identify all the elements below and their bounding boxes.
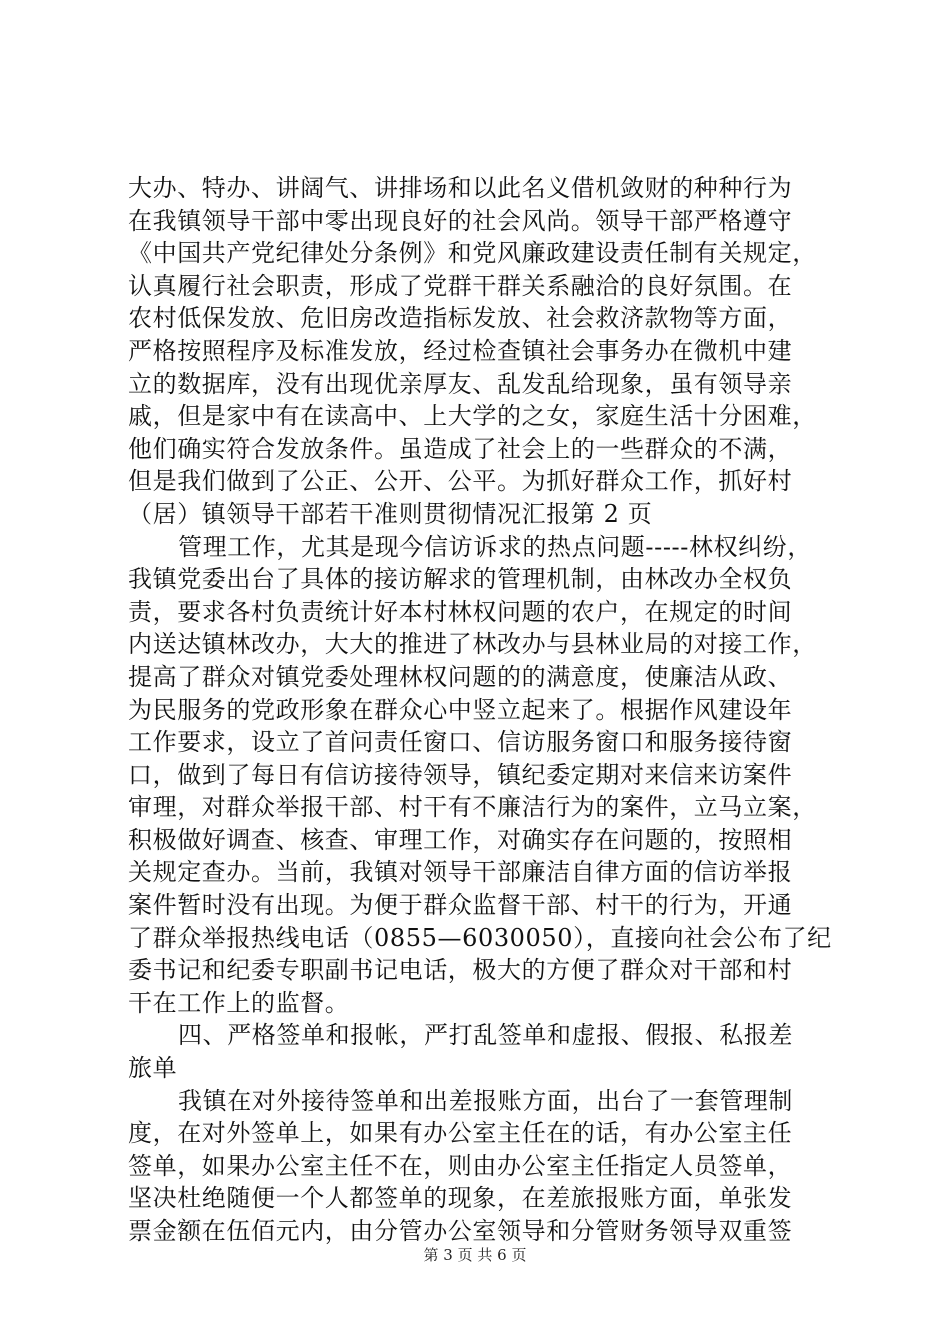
section-heading-line: 旅单	[128, 1054, 178, 1083]
paragraph-start-line: 管理工作，尤其是现今信访诉求的热点问题-----林权纠纷，	[178, 532, 812, 561]
text-line: 大办、特办、讲阔气、讲排场和以此名义借机敛财的种种行为	[128, 174, 793, 202]
text-line: 认真履行社会职责，形成了党群干群关系融洽的良好氛围。在	[128, 271, 793, 300]
text-line: 为民服务的党政形象在群众心中竖立起来了。根据作风建设年	[128, 695, 793, 724]
text-line: 我镇党委出台了具体的接访解求的管理机制，由林改办全权负	[128, 565, 793, 594]
text-line: 戚，但是家中有在读高中、上大学的之女，家庭生活十分困难，	[128, 402, 817, 431]
text-line: 关规定查办。当前，我镇对领导干部廉洁自律方面的信访举报	[128, 858, 793, 887]
page-footer: 第 3 页 共 6 页	[423, 1246, 527, 1264]
text-line: 内送达镇林改办，大大的推进了林改办与县林业局的对接工作，	[128, 630, 817, 659]
text-line: 度，在对外签单上，如果有办公室主任在的话，有办公室主任	[128, 1119, 793, 1148]
paragraph-start-line: 我镇在对外接待签单和出差报账方面，出台了一套管理制	[178, 1086, 793, 1115]
text-line: 农村低保发放、危旧房改造指标发放、社会救济款物等方面，	[128, 304, 793, 333]
text-line: 口，做到了每日有信访接待领导，镇纪委定期对来信来访案件	[128, 760, 793, 789]
text-line: 审理，对群众举报干部、村干有不廉洁行为的案件，立马立案，	[128, 793, 817, 822]
text-line: 票金额在伍佰元内，由分管办公室领导和分管财务领导双重签	[128, 1217, 793, 1245]
text-line: （居）镇领导干部若干准则贯彻情况汇报第 2 页	[128, 499, 653, 528]
text-line: 但是我们做到了公正、公开、公平。为抓好群众工作，抓好村	[128, 467, 793, 496]
text-line: 严格按照程序及标准发放，经过检查镇社会事务办在微机中建	[128, 336, 793, 365]
text-line: 积极做好调查、核查、审理工作，对确实存在问题的，按照相	[128, 825, 793, 854]
text-line: 立的数据库，没有出现优亲厚友、乱发乱给现象，虽有领导亲	[128, 369, 793, 398]
document-body	[128, 172, 833, 1248]
text-line: 了群众举报热线电话（0855—6030050），直接向社会公布了纪	[128, 923, 832, 952]
text-line: 责，要求各村负责统计好本村林权问题的农户，在规定的时间	[128, 597, 793, 626]
text-line: 工作要求，设立了首问责任窗口、信访服务窗口和服务接待窗	[128, 728, 793, 757]
text-line: 案件暂时没有出现。为便于群众监督干部、村干的行为，开通	[128, 891, 793, 920]
text-line: 在我镇领导干部中零出现良好的社会风尚。领导干部严格遵守	[128, 206, 793, 235]
text-line: 提高了群众对镇党委处理林权问题的的满意度，使廉洁从政、	[128, 662, 793, 691]
section-heading-line: 四、严格签单和报帐，严打乱签单和虚报、假报、私报差	[178, 1021, 793, 1050]
text-line: 他们确实符合发放条件。虽造成了社会上的一些群众的不满，	[128, 434, 793, 463]
text-line: 干在工作上的监督。	[128, 988, 350, 1017]
text-line: 委书记和纪委专职副书记电话，极大的方便了群众对干部和村	[128, 956, 793, 985]
text-line: 《中国共产党纪律处分条例》和党风廉政建设责任制有关规定，	[128, 239, 817, 268]
text-line: 坚决杜绝随便一个人都签单的现象，在差旅报账方面，单张发	[128, 1184, 793, 1213]
text-line: 签单，如果办公室主任不在，则由办公室主任指定人员签单，	[128, 1151, 793, 1180]
